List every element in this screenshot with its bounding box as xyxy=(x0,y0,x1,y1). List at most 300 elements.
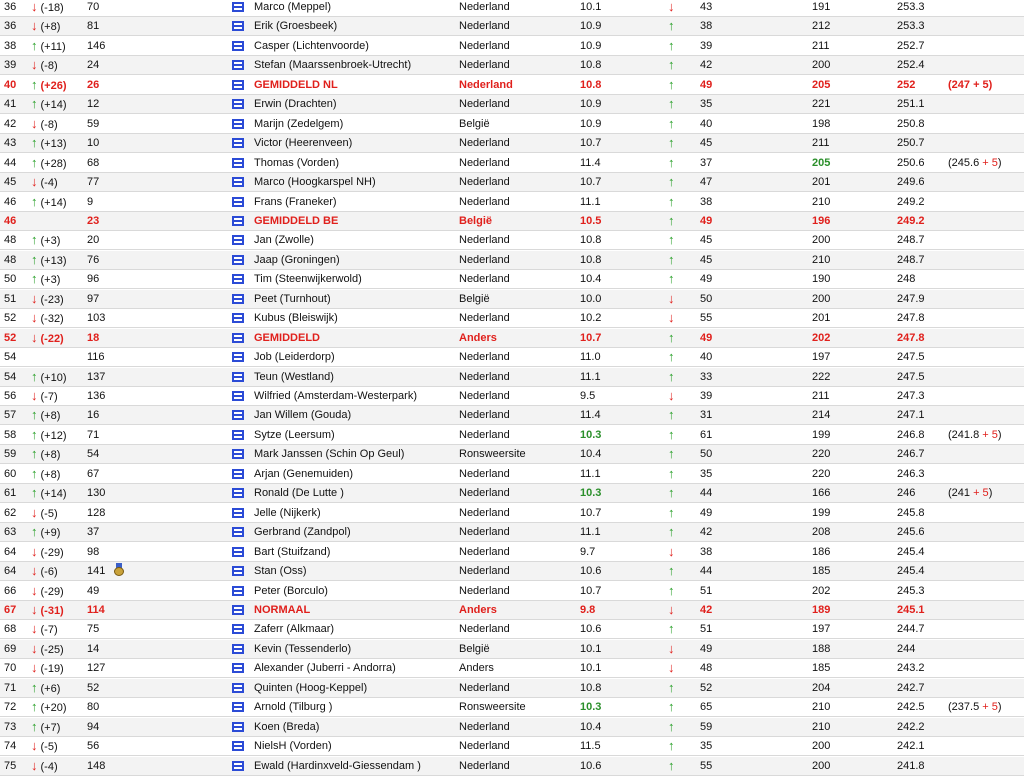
player-name[interactable]: Marco (Hoogkarspel NH) xyxy=(254,176,376,189)
total-cell: 245.1 xyxy=(897,603,925,616)
guesses-cell: 210 xyxy=(812,720,831,733)
trend-cell xyxy=(31,545,64,560)
player-name[interactable]: Casper (Lichtenvoorde) xyxy=(254,39,369,52)
total-cell: 250.8 xyxy=(897,117,925,130)
player-name[interactable]: Kevin (Tessenderlo) xyxy=(254,642,352,655)
total-cell: 252 xyxy=(897,78,916,91)
table-row xyxy=(0,329,1024,348)
arrow-up-icon: ↑ xyxy=(31,96,38,112)
games-cell: 59 xyxy=(700,720,713,733)
previous-rank: 14 xyxy=(87,642,100,655)
arrow-down-icon: ↓ xyxy=(668,601,675,617)
rank-change: (-6) xyxy=(40,566,58,579)
table-row xyxy=(0,212,1024,231)
player-name[interactable]: Erik (Groesbeek) xyxy=(254,20,338,33)
flag-icon[interactable] xyxy=(232,410,244,424)
flag-icon[interactable] xyxy=(232,99,244,113)
arrow-up-icon: ↑ xyxy=(668,271,675,287)
total-cell: 246 xyxy=(897,487,916,500)
previous-rank: 127 xyxy=(87,662,106,675)
arrow-down-icon: ↓ xyxy=(31,660,38,676)
table-row xyxy=(0,17,1024,36)
rank-cell: 70 xyxy=(4,662,17,675)
flag-icon[interactable] xyxy=(232,508,244,522)
arrow-up-icon: ↑ xyxy=(668,115,675,131)
arrow-up-icon: ↑ xyxy=(668,446,675,462)
rank-cell: 64 xyxy=(4,565,17,578)
table-row xyxy=(0,56,1024,75)
score-cell: 10.8 xyxy=(580,59,602,72)
arrow-up-icon: ↑ xyxy=(31,271,38,287)
games-cell: 38 xyxy=(700,195,713,208)
table-row xyxy=(0,426,1024,445)
games-cell: 49 xyxy=(700,642,713,655)
previous-rank: 10 xyxy=(87,137,100,150)
arrow-down-icon: ↓ xyxy=(668,388,675,403)
flag-icon[interactable] xyxy=(232,138,244,152)
table-row xyxy=(0,504,1024,523)
rank-change: (-22) xyxy=(40,332,64,345)
trend-cell xyxy=(31,486,67,501)
bonus-note: (245.6 + 5) xyxy=(948,156,1002,169)
previous-rank: 49 xyxy=(87,584,100,597)
flag-icon[interactable] xyxy=(232,566,244,580)
player-name[interactable]: Marco (Meppel) xyxy=(254,1,332,13)
country-cell: Nederland xyxy=(459,681,510,694)
trend-cell xyxy=(31,156,67,171)
games-cell: 39 xyxy=(700,39,713,52)
flag-icon[interactable] xyxy=(232,21,244,35)
flag-icon[interactable] xyxy=(232,605,244,619)
games-cell: 42 xyxy=(700,603,713,616)
flag-icon[interactable] xyxy=(232,333,244,347)
country-cell: Nederland xyxy=(459,370,510,383)
arrow-down-icon: ↓ xyxy=(31,640,38,656)
player-name[interactable]: GEMIDDELD xyxy=(254,331,320,344)
score-cell: 11.1 xyxy=(580,370,601,383)
country-cell: Nederland xyxy=(459,526,510,539)
score-cell: 10.3 xyxy=(580,701,602,714)
previous-rank: 37 xyxy=(87,526,100,539)
flag-icon[interactable] xyxy=(232,430,244,444)
flag-icon[interactable] xyxy=(232,547,244,561)
player-name[interactable]: Kubus (Bleiswijk) xyxy=(254,312,338,325)
rank-cell: 42 xyxy=(4,117,17,130)
arrow-up-icon: ↑ xyxy=(668,426,675,442)
player-name[interactable]: Ewald (Hardinxveld-Giessendam ) xyxy=(254,759,421,772)
rank-change: (+8) xyxy=(40,21,61,34)
score-cell: 10.8 xyxy=(580,681,602,694)
rank-change: (+9) xyxy=(40,527,61,540)
games-cell: 47 xyxy=(700,176,713,189)
player-name[interactable]: NORMAAL xyxy=(254,603,311,616)
arrow-up-icon: ↑ xyxy=(668,699,675,715)
flag-icon[interactable] xyxy=(232,177,244,191)
games-cell: 48 xyxy=(700,662,713,675)
score-cell: 9.5 xyxy=(580,390,596,402)
arrow-down-icon: ↓ xyxy=(31,310,38,326)
previous-rank: 54 xyxy=(87,448,100,461)
games-cell: 37 xyxy=(700,156,713,169)
player-name[interactable]: Arnold (Tilburg ) xyxy=(254,701,333,714)
table-row xyxy=(0,406,1024,425)
trend-cell xyxy=(31,700,67,715)
rank-cell: 73 xyxy=(4,720,17,733)
player-name[interactable]: Arjan (Genemuiden) xyxy=(254,467,354,480)
games-cell: 45 xyxy=(700,137,713,150)
rank-change: (+3) xyxy=(40,235,61,248)
previous-rank: 137 xyxy=(87,370,106,383)
flag-icon[interactable] xyxy=(232,663,244,677)
country-cell: Nederland xyxy=(459,78,513,91)
player-name[interactable]: Victor (Heerenveen) xyxy=(254,137,353,150)
flag-icon[interactable] xyxy=(232,527,244,541)
table-row xyxy=(0,562,1024,581)
country-cell: Nederland xyxy=(459,720,510,733)
total-cell: 242.2 xyxy=(897,720,925,733)
trend-cell xyxy=(31,78,67,93)
country-cell: Nederland xyxy=(459,253,510,266)
arrow-down-icon: ↓ xyxy=(668,290,675,306)
rank-cell: 54 xyxy=(4,351,17,364)
rank-cell: 40 xyxy=(4,78,17,91)
player-name[interactable]: Peter (Borculo) xyxy=(254,584,328,597)
table-row xyxy=(0,445,1024,464)
player-name[interactable]: NielsH (Vorden) xyxy=(254,740,332,753)
total-cell: 243.2 xyxy=(897,662,925,675)
player-name[interactable]: Bart (Stuifzand) xyxy=(254,545,331,558)
flag-icon[interactable] xyxy=(232,294,244,308)
country-cell: Nederland xyxy=(459,565,510,578)
score-cell: 10.3 xyxy=(580,487,602,500)
flag-icon[interactable] xyxy=(232,586,244,600)
games-cell: 55 xyxy=(700,312,713,325)
country-cell: Nederland xyxy=(459,759,510,772)
country-cell: Nederland xyxy=(459,39,510,52)
flag-icon[interactable] xyxy=(232,372,244,386)
flag-icon[interactable] xyxy=(232,2,244,16)
rank-change: (+8) xyxy=(40,468,61,481)
country-cell: Nederland xyxy=(459,740,510,753)
player-name[interactable]: Wilfried (Amsterdam-Westerpark) xyxy=(254,390,417,402)
rank-change: (-25) xyxy=(40,643,64,656)
player-name[interactable]: Jaap (Groningen) xyxy=(254,253,340,266)
arrow-up-icon: ↑ xyxy=(668,174,675,190)
score-cell: 11.4 xyxy=(580,156,601,169)
arrow-up-icon: ↑ xyxy=(31,251,38,267)
player-name[interactable]: Peet (Turnhout) xyxy=(254,292,331,305)
flag-icon[interactable] xyxy=(232,644,244,658)
arrow-up-icon: ↑ xyxy=(668,349,675,365)
total-cell: 244.7 xyxy=(897,623,925,636)
arrow-down-icon: ↓ xyxy=(31,543,38,559)
player-name[interactable]: Marijn (Zedelgem) xyxy=(254,117,344,130)
flag-icon[interactable] xyxy=(232,741,244,755)
player-name[interactable]: Frans (Franeker) xyxy=(254,195,337,208)
arrow-down-icon: ↓ xyxy=(668,640,675,656)
flag-icon[interactable] xyxy=(232,235,244,249)
flag-icon[interactable] xyxy=(232,41,244,55)
table-row xyxy=(0,193,1024,212)
player-name[interactable]: Jelle (Nijkerk) xyxy=(254,506,321,519)
rank-change: (-29) xyxy=(40,546,64,559)
bonus-plus: + 5 xyxy=(982,701,998,714)
flag-icon[interactable] xyxy=(232,80,244,94)
arrow-down-icon: ↓ xyxy=(31,115,38,131)
trend-cell xyxy=(31,272,60,287)
flag-icon[interactable] xyxy=(232,449,244,463)
total-cell: 247.8 xyxy=(897,312,925,325)
player-name[interactable]: Koen (Breda) xyxy=(254,720,320,733)
player-name[interactable]: Quinten (Hoog-Keppel) xyxy=(254,681,368,694)
arrow-down-icon: ↓ xyxy=(31,621,38,637)
flag-icon[interactable] xyxy=(232,683,244,697)
rank-cell: 39 xyxy=(4,59,17,72)
games-cell: 50 xyxy=(700,448,713,461)
rank-change: (-31) xyxy=(40,604,64,617)
table-row xyxy=(0,37,1024,56)
player-name[interactable]: Stefan (Maarssenbroek-Utrecht) xyxy=(254,59,412,72)
trend-cell xyxy=(31,136,67,151)
total-cell: 249.2 xyxy=(897,195,925,208)
guesses-cell: 222 xyxy=(812,370,831,383)
score-cell: 11.4 xyxy=(580,409,601,422)
total-cell: 245.8 xyxy=(897,506,925,519)
player-name[interactable]: Tim (Steenwijkerwold) xyxy=(254,273,362,286)
player-name[interactable]: Ronald (De Lutte ) xyxy=(254,487,344,500)
country-cell: Nederland xyxy=(459,20,510,33)
previous-rank: 136 xyxy=(87,390,106,402)
flag-icon[interactable] xyxy=(232,469,244,483)
score-cell: 10.8 xyxy=(580,234,602,247)
rank-change: (-4) xyxy=(40,760,58,773)
player-name[interactable]: Erwin (Drachten) xyxy=(254,98,337,111)
arrow-down-icon: ↓ xyxy=(668,660,675,676)
player-name[interactable]: Sytze (Leersum) xyxy=(254,428,335,441)
trend-cell xyxy=(31,117,58,132)
table-row xyxy=(0,270,1024,289)
player-name[interactable]: Alexander (Juberri - Andorra) xyxy=(254,662,396,675)
total-cell: 241.8 xyxy=(897,759,925,772)
flag-icon[interactable] xyxy=(232,761,244,775)
player-name[interactable]: Jan Willem (Gouda) xyxy=(254,409,352,422)
total-cell: 247.3 xyxy=(897,390,925,402)
rank-cell: 62 xyxy=(4,506,17,519)
rank-change: (+7) xyxy=(40,721,61,734)
total-cell: 247.5 xyxy=(897,370,925,383)
previous-rank: 75 xyxy=(87,623,100,636)
rank-cell: 72 xyxy=(4,701,17,714)
score-cell: 11.1 xyxy=(580,195,601,208)
score-cell: 9.7 xyxy=(580,545,596,558)
table-row xyxy=(0,387,1024,406)
arrow-up-icon: ↑ xyxy=(668,485,675,501)
previous-rank: 18 xyxy=(87,331,100,344)
flag-icon[interactable] xyxy=(232,158,244,172)
guesses-cell: 188 xyxy=(812,642,831,655)
previous-rank: 148 xyxy=(87,759,106,772)
games-cell: 33 xyxy=(700,370,713,383)
arrow-down-icon: ↓ xyxy=(31,504,38,520)
player-name[interactable]: Jan (Zwolle) xyxy=(254,234,314,247)
arrow-up-icon: ↑ xyxy=(668,57,675,73)
flag-icon[interactable] xyxy=(232,624,244,638)
games-cell: 49 xyxy=(700,214,713,227)
country-cell: Nederland xyxy=(459,273,510,286)
flag-icon[interactable] xyxy=(232,722,244,736)
total-cell: 251.1 xyxy=(897,98,925,111)
flag-icon[interactable] xyxy=(232,60,244,74)
rank-cell: 71 xyxy=(4,681,17,694)
score-cell: 11.1 xyxy=(580,526,601,539)
rank-change: (-7) xyxy=(40,391,58,403)
previous-rank: 81 xyxy=(87,20,100,33)
flag-icon[interactable] xyxy=(232,391,244,405)
player-name[interactable]: Mark Janssen (Schin Op Geul) xyxy=(254,448,405,461)
flag-icon[interactable] xyxy=(232,216,244,230)
table-row xyxy=(0,251,1024,270)
flag-icon[interactable] xyxy=(232,352,244,366)
total-cell: 242.5 xyxy=(897,701,925,714)
table-row xyxy=(0,309,1024,328)
rank-change: (+3) xyxy=(40,274,61,287)
flag-icon[interactable] xyxy=(232,274,244,288)
rank-cell: 52 xyxy=(4,331,17,344)
table-row xyxy=(0,679,1024,698)
player-name[interactable]: GEMIDDELD BE xyxy=(254,214,339,227)
country-cell: Nederland xyxy=(459,156,510,169)
previous-rank: 141 xyxy=(87,565,106,578)
rank-cell: 75 xyxy=(4,759,17,772)
rank-cell: 45 xyxy=(4,176,17,189)
rank-change: (-29) xyxy=(40,585,64,598)
trend-cell xyxy=(31,564,58,579)
trend-cell xyxy=(31,506,58,521)
score-cell: 10.7 xyxy=(580,584,602,597)
flag-icon[interactable] xyxy=(232,313,244,327)
guesses-cell: 190 xyxy=(812,273,831,286)
trend-cell xyxy=(31,175,58,190)
trend-cell xyxy=(31,467,60,482)
flag-icon[interactable] xyxy=(232,255,244,269)
country-cell: Nederland xyxy=(459,623,510,636)
rank-cell: 41 xyxy=(4,98,17,111)
table-row xyxy=(0,698,1024,717)
flag-icon[interactable] xyxy=(232,702,244,716)
player-name[interactable]: Thomas (Vorden) xyxy=(254,156,339,169)
previous-rank: 130 xyxy=(87,487,106,500)
player-name[interactable]: Zaferr (Alkmaar) xyxy=(254,623,335,636)
bonus-plus: + 5 xyxy=(982,428,998,441)
guesses-cell: 214 xyxy=(812,409,831,422)
table-row xyxy=(0,115,1024,134)
total-cell: 252.7 xyxy=(897,39,925,52)
games-cell: 45 xyxy=(700,234,713,247)
arrow-up-icon: ↑ xyxy=(668,621,675,637)
arrow-down-icon: ↓ xyxy=(668,543,675,559)
rank-cell: 59 xyxy=(4,448,17,461)
country-cell: Nederland xyxy=(459,545,510,558)
arrow-up-icon: ↑ xyxy=(668,679,675,695)
previous-rank: 52 xyxy=(87,681,100,694)
arrow-up-icon: ↑ xyxy=(31,446,38,462)
games-cell: 49 xyxy=(700,331,713,344)
games-cell: 61 xyxy=(700,428,713,441)
trend-cell xyxy=(31,428,67,443)
score-cell: 10.9 xyxy=(580,117,602,130)
table-row xyxy=(0,523,1024,542)
score-cell: 10.1 xyxy=(580,662,602,675)
country-cell: Nederland xyxy=(459,467,510,480)
flag-icon[interactable] xyxy=(232,197,244,211)
rank-cell: 51 xyxy=(4,292,17,305)
trend-cell xyxy=(31,525,60,540)
arrow-down-icon: ↓ xyxy=(31,18,38,34)
rank-cell: 36 xyxy=(4,1,17,13)
rank-cell: 74 xyxy=(4,740,17,753)
games-cell: 43 xyxy=(700,1,713,13)
player-name[interactable]: Job (Leiderdorp) xyxy=(254,351,335,364)
table-row xyxy=(0,543,1024,562)
arrow-down-icon: ↓ xyxy=(31,329,38,345)
guesses-cell: 220 xyxy=(812,448,831,461)
arrow-up-icon: ↑ xyxy=(668,96,675,112)
table-row xyxy=(0,231,1024,250)
rank-cell: 63 xyxy=(4,526,17,539)
trend-cell xyxy=(31,58,58,73)
flag-icon[interactable] xyxy=(232,488,244,502)
country-cell: Nederland xyxy=(459,428,510,441)
rank-change: (-19) xyxy=(40,663,64,676)
previous-rank: 116 xyxy=(87,351,105,364)
player-name[interactable]: Stan (Oss) xyxy=(254,565,307,578)
arrow-up-icon: ↑ xyxy=(668,718,675,734)
score-cell: 10.4 xyxy=(580,273,602,286)
arrow-down-icon: ↓ xyxy=(31,582,38,598)
rank-change: (+13) xyxy=(40,254,67,267)
previous-rank: 24 xyxy=(87,59,100,72)
player-name[interactable]: Gerbrand (Zandpol) xyxy=(254,526,351,539)
trend-cell xyxy=(31,720,60,735)
previous-rank: 77 xyxy=(87,176,100,189)
score-cell: 10.6 xyxy=(580,623,602,636)
medal-icon xyxy=(114,563,124,580)
table-row xyxy=(0,368,1024,387)
previous-rank: 80 xyxy=(87,701,100,714)
total-cell: 245.6 xyxy=(897,526,925,539)
score-cell: 10.0 xyxy=(580,292,602,305)
player-name[interactable]: GEMIDDELD NL xyxy=(254,78,338,91)
score-cell: 10.9 xyxy=(580,98,602,111)
flag-icon[interactable] xyxy=(232,119,244,133)
total-cell: 245.4 xyxy=(897,545,925,558)
games-cell: 50 xyxy=(700,292,713,305)
table-row xyxy=(0,290,1024,309)
arrow-up-icon: ↑ xyxy=(668,524,675,540)
rank-change: (-4) xyxy=(40,177,58,190)
games-cell: 44 xyxy=(700,565,713,578)
arrow-up-icon: ↑ xyxy=(31,368,38,384)
bonus-note: (241.8 + 5) xyxy=(948,428,1002,441)
table-row xyxy=(0,76,1024,95)
total-cell: 246.7 xyxy=(897,448,925,461)
guesses-cell: 200 xyxy=(812,740,831,753)
country-cell: Anders xyxy=(459,331,497,344)
player-name[interactable]: Teun (Westland) xyxy=(254,370,334,383)
bonus-note: (237.5 + 5) xyxy=(948,701,1002,714)
rank-cell: 57 xyxy=(4,409,17,422)
country-cell: Nederland xyxy=(459,584,510,597)
